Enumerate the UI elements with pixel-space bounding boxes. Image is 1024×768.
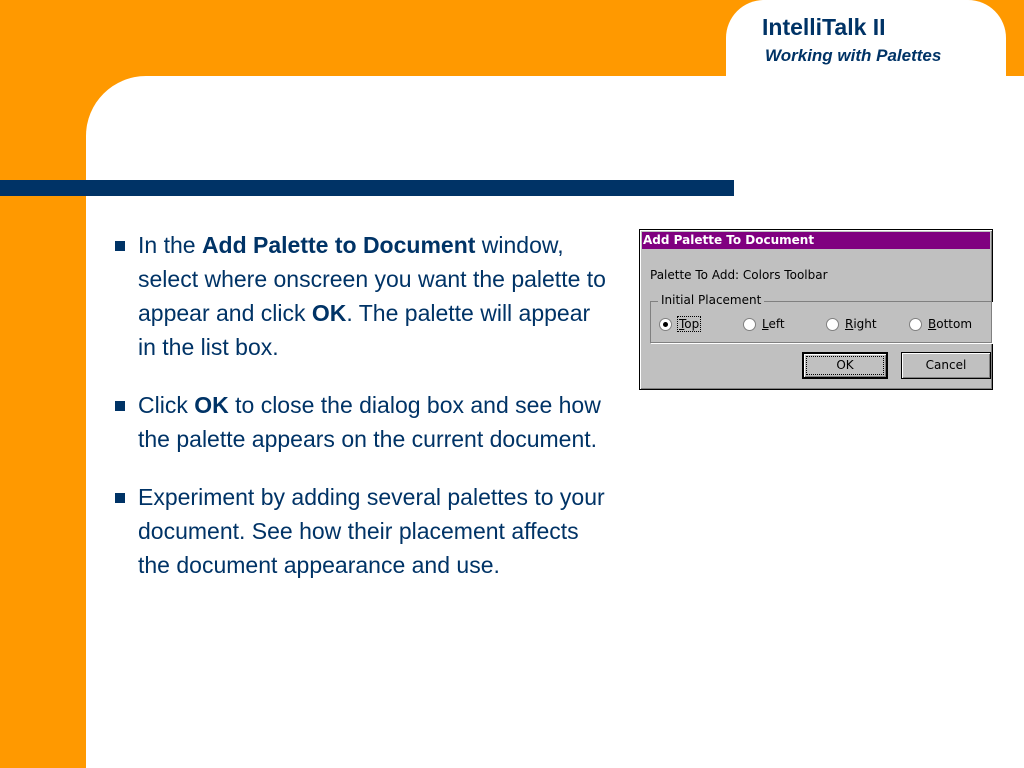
radio-right[interactable] xyxy=(826,317,877,331)
bullet-bold-text: OK xyxy=(311,300,347,326)
square-bullet-icon xyxy=(115,241,125,251)
group-label: Initial Placement xyxy=(658,293,764,307)
palette-to-add-label: Palette To Add: Colors Toolbar xyxy=(650,268,828,282)
radio-checked-icon xyxy=(659,318,672,331)
ok-button-label: OK xyxy=(806,356,884,375)
bullet-text: In the xyxy=(138,232,202,258)
bullet-text: to close the dialog box and see how the palette appears on the current document. xyxy=(138,392,601,452)
bullet-item xyxy=(112,228,612,364)
divider-bar xyxy=(0,180,734,196)
square-bullet-icon xyxy=(115,401,125,411)
bullet-text: Click xyxy=(138,392,195,418)
radio-unchecked-icon xyxy=(909,318,922,331)
bullet-bold-text: OK xyxy=(194,392,229,418)
radio-label-bottom: Bottom xyxy=(928,317,973,331)
bullet-text: . The palette will appear in the list box. xyxy=(138,300,591,360)
slide-subtitle: Working with Palettes xyxy=(765,46,942,65)
bullet-text: Experiment by adding several palettes to your document. See how their placement affects the document appearance and use. xyxy=(138,484,605,578)
cancel-button[interactable]: Cancel xyxy=(901,352,991,379)
radio-unchecked-icon xyxy=(826,318,839,331)
radio-unchecked-icon xyxy=(743,318,756,331)
add-palette-dialog xyxy=(639,229,993,390)
initial-placement-group xyxy=(650,293,992,343)
ok-button[interactable] xyxy=(802,352,888,379)
radio-label-left: Left xyxy=(762,317,785,331)
bullet-text: window, select where onscreen you want the palette to appear and click xyxy=(138,232,606,326)
bullet-item xyxy=(112,480,612,582)
radio-bottom[interactable] xyxy=(909,317,972,331)
square-bullet-icon xyxy=(115,493,125,503)
bullet-list xyxy=(112,228,612,606)
radio-label-right: Right xyxy=(845,317,877,331)
radio-left[interactable] xyxy=(743,317,785,331)
slide-title: IntelliTalk II xyxy=(762,14,886,40)
bullet-item xyxy=(112,388,612,456)
radio-label-top: Top xyxy=(679,317,700,331)
radio-top[interactable] xyxy=(659,317,700,331)
dialog-title-bar: Add Palette To Document xyxy=(642,232,990,249)
bullet-bold-text: Add Palette to Document xyxy=(201,232,476,258)
